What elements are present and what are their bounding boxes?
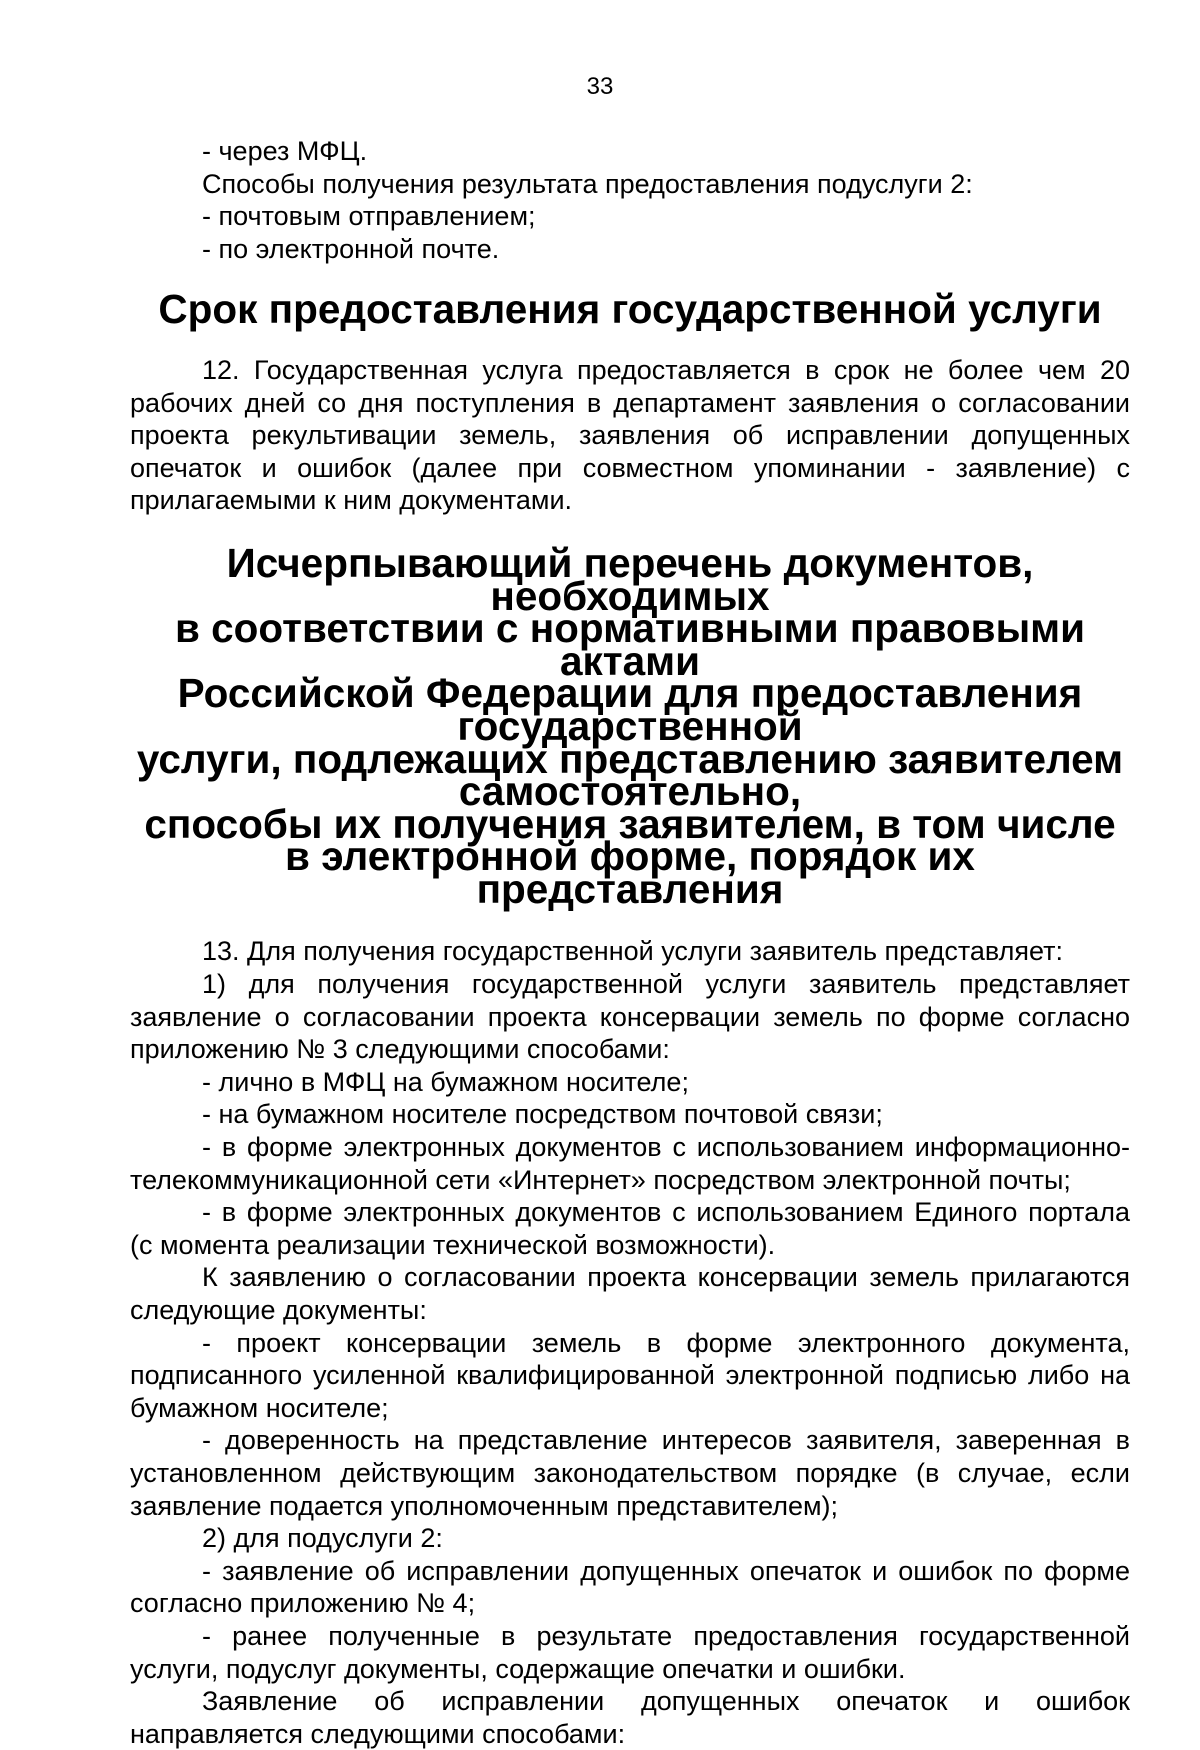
section-heading-line: услуги, подлежащих представлению заявителем самостоятельно,: [136, 735, 1124, 815]
paragraph: - лично в МФЦ на бумажном носителе;: [202, 1066, 689, 1097]
paragraph: 13. Для получения государственной услуги заявитель представляет:: [202, 936, 1064, 967]
paragraph: 12. Государственная услуга предоставляется в срок не более чем 20 рабочих дней со дня поступления в департамент заявления о согласовании проекта рекультивации земель, заявления об исправлении допущенных опечаток и ошибок (далее при совместном упоминании - заявление) с прилагаемыми к ним документами.: [130, 354, 1130, 516]
paragraph: Способы получения результата предоставления подуслуги 2:: [202, 168, 973, 199]
paragraph: - по электронной почте.: [202, 233, 500, 264]
document-body: [130, 135, 1130, 1750]
section-heading-line: способы их получения заявителем, в том числе: [144, 800, 1116, 847]
paragraph: - на бумажном носителе посредством почтовой связи;: [202, 1099, 883, 1130]
paragraph: - проект консервации земель в форме электронного документа, подписанного усиленной квалифицированной электронной подписью либо на бумажном носителе;: [130, 1327, 1130, 1423]
section-heading-line: Срок предоставления государственной услуги: [158, 286, 1102, 333]
section-heading: [130, 286, 1130, 333]
paragraph: - доверенность на представление интересов заявителя, заверенная в установленном действующим законодательством порядке (в случае, если заявление подается уполномоченным представителем);: [130, 1425, 1130, 1521]
paragraph: - ранее полученные в результате предоставления государственной услуги, подуслуг документы, содержащие опечатки и ошибки.: [130, 1620, 1130, 1684]
paragraph: 1) для получения государственной услуги заявитель представляет заявление о согласовании проекта консервации земель по форме согласно приложению № 3 следующими способами:: [130, 969, 1130, 1065]
page-number: 33: [586, 73, 614, 100]
section-heading-line: Исчерпывающий перечень документов, необходимых: [226, 539, 1034, 619]
paragraph: Заявление об исправлении допущенных опечаток и ошибок направляется следующими способами:: [130, 1686, 1130, 1749]
section-heading-line: Российской Федерации для предоставления государственной: [177, 670, 1083, 749]
section-heading-line: в электронной форме, порядок их представления: [285, 833, 975, 912]
paragraph: - почтовым отправлением;: [202, 201, 536, 232]
paragraph: - в форме электронных документов с использованием информационно-телекоммуникационной сети «Интернет» посредством электронной почты;: [130, 1132, 1130, 1195]
paragraph: К заявлению о согласовании проекта консервации земель прилагаются следующие документы:: [130, 1262, 1130, 1325]
paragraph: - в форме электронных документов с использованием Единого портала (с момента реализации технической возможности).: [130, 1197, 1130, 1260]
section-heading-line: в соответствии с нормативными правовыми актами: [174, 605, 1086, 684]
paragraph: - через МФЦ.: [202, 136, 368, 166]
section-heading: [130, 539, 1130, 912]
paragraph: 2) для подуслуги 2:: [202, 1523, 443, 1554]
paragraph: - заявление об исправлении допущенных опечаток и ошибок по форме согласно приложению № 4;: [130, 1555, 1130, 1619]
